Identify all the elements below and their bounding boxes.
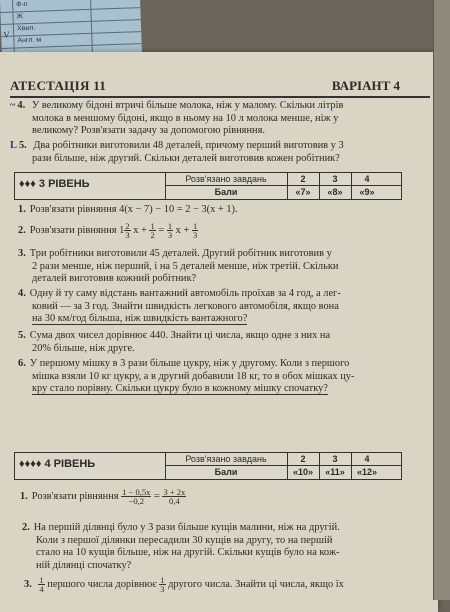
task-line: Три робітники виготовили 45 деталей. Другий робітник виготовив у xyxy=(29,248,332,259)
task-number: 1. xyxy=(20,490,28,502)
level-4-table xyxy=(14,452,402,480)
level3-task-3 xyxy=(18,248,388,286)
table-divider xyxy=(165,173,166,199)
numerator: 1 − 0,5x xyxy=(122,487,151,497)
task-line: Розв'язати рівняння 4(x − 7) − 10 = 2 − 3(x + 1). xyxy=(29,204,238,215)
level-3-table xyxy=(14,172,402,200)
task-line: Розв'язати рівняння xyxy=(31,490,119,502)
numerator: 1 xyxy=(192,221,198,231)
score-value: «11» xyxy=(325,467,345,477)
task-line: Розв'язати рівняння 1 xyxy=(29,224,125,236)
level-4-label: ♦♦♦♦ 4 РІВЕНЬ xyxy=(19,458,96,470)
task-number: 2. xyxy=(22,522,30,533)
page-header xyxy=(10,74,430,98)
denominator: 3 xyxy=(125,230,130,240)
task-line: рази більше, ніж другий. Скільки деталей виготовив кожен робітник? xyxy=(32,152,340,164)
sheet-row: Ф-п xyxy=(16,1,28,9)
level-3-label: ♦♦♦ 3 РІВЕНЬ xyxy=(19,178,90,190)
fraction xyxy=(124,222,130,239)
task-number: 5. xyxy=(18,330,26,341)
numerator: 3 + 2x xyxy=(163,487,186,497)
level3-task-2 xyxy=(18,222,378,239)
numerator: 1 xyxy=(167,221,173,231)
solved-count: 2 xyxy=(300,174,306,184)
denominator: 0,4 xyxy=(169,496,180,506)
level3-task-5 xyxy=(18,330,388,355)
task-line: Коли з першої ділянки пересадили 30 кущів на другу, то на першій xyxy=(36,534,333,546)
sheet-letter: V xyxy=(3,29,10,40)
equation-part: x + xyxy=(175,224,190,236)
solved-count: 2 xyxy=(300,454,306,464)
task-line: великому? Розв'язати задачу за допомогою рівняння. xyxy=(32,125,265,136)
task-line: 2 рази менше, ніж перший, і на 5 деталей менше, ніж третій. Скільки xyxy=(32,260,339,272)
denominator: −0,2 xyxy=(128,496,144,506)
page-title: АТЕСТАЦІЯ 11 xyxy=(10,78,107,93)
task-number: 1. xyxy=(18,204,26,215)
task-5 xyxy=(10,140,385,165)
fraction xyxy=(38,576,44,593)
solved-count: 4 xyxy=(364,454,370,464)
solved-count: 4 xyxy=(364,174,370,184)
task-number: 4. xyxy=(18,288,26,299)
task-line: Сума двох чисел дорівнює 440. Знайти ці числа, якщо одне з них на xyxy=(29,330,331,341)
pen-mark-icon: ~ xyxy=(10,100,16,111)
task-line: У першому мішку в 3 рази більше цукру, ніж у другому. Коли з першого xyxy=(29,358,350,369)
solved-header: Розв'язано завдань xyxy=(185,174,267,184)
level3-task-6 xyxy=(18,358,388,396)
level3-task-1 xyxy=(18,204,378,217)
task-number: 3. xyxy=(24,578,32,590)
table-divider xyxy=(165,465,401,466)
level4-task-3 xyxy=(24,576,394,593)
points-header: Бали xyxy=(214,187,238,197)
solved-count: 3 xyxy=(332,174,338,184)
equation-part: x + xyxy=(133,224,147,236)
sheet-row: Ж xyxy=(16,13,24,21)
sheet-row: Хвил. xyxy=(16,24,36,33)
task-line: Одну й ту саму відстань вантажний автомобіль проїхав за 4 год, а лег- xyxy=(29,288,341,299)
points-header: Бали xyxy=(214,467,238,477)
denominator: 2 xyxy=(150,230,155,240)
task-line: 20% більше, ніж друге. xyxy=(32,342,135,354)
level4-task-1 xyxy=(20,488,390,505)
denominator: 3 xyxy=(167,230,173,240)
fraction xyxy=(192,222,198,239)
level4-task-2 xyxy=(22,522,392,572)
fraction xyxy=(162,488,186,505)
task-line: деталей виготовив кожний робітник? xyxy=(32,273,197,284)
task-number: 2. xyxy=(18,224,26,236)
task-line: на 30 км/год більша, ніж швидкість вантажного? xyxy=(32,313,248,324)
task-line: Два робітники виготовили 48 деталей, причому перший виготовив у 3 xyxy=(33,140,344,151)
level3-task-4 xyxy=(18,288,388,326)
task-line: молока в меншому бідоні, якщо в ньому на 10 л молока менше, ніж у xyxy=(32,112,339,124)
numerator: 2 xyxy=(125,221,130,231)
task-number: 3. xyxy=(18,248,26,259)
task-line: ній ділянці спочатку? xyxy=(36,559,132,571)
equation-part: = xyxy=(153,490,160,502)
fraction xyxy=(149,222,155,239)
score-value: «7» xyxy=(295,187,311,197)
numerator: 1 xyxy=(160,575,165,585)
fraction xyxy=(167,222,173,239)
table-divider xyxy=(165,185,401,186)
task-number: 6. xyxy=(18,358,26,369)
fraction xyxy=(159,576,165,593)
denominator: 3 xyxy=(160,584,165,594)
score-value: «9» xyxy=(359,187,375,197)
task-line: ковий — за 3 год. Знайти швидкість легкового автомобіля, якщо вона xyxy=(32,300,339,312)
solved-header: Розв'язано завдань xyxy=(185,454,267,464)
task-line: мішка взяли 10 кг цукру, а в другий добавили 18 кг, то в обох мішках цу- xyxy=(32,370,355,382)
task-line: кру стало порівну. Скільки цукру було в кожному мішку спочатку? xyxy=(32,383,328,394)
equation-part: = xyxy=(158,224,165,236)
task-line: першого числа дорівнює xyxy=(47,578,157,590)
task-4 xyxy=(10,100,385,138)
denominator: 3 xyxy=(192,230,198,240)
numerator: 1 xyxy=(39,575,44,585)
fraction xyxy=(121,488,151,505)
score-value: «8» xyxy=(327,187,343,197)
task-line: У великому бідоні втричі більше молока, ніж у малому. Скільки літрів xyxy=(31,100,344,111)
solved-count: 3 xyxy=(332,454,338,464)
denominator: 4 xyxy=(39,584,44,594)
numerator: 1 xyxy=(150,221,155,231)
task-number: 5. xyxy=(18,140,27,151)
pen-mark-icon: L xyxy=(10,140,17,151)
sheet-row: Англ. м xyxy=(17,36,42,45)
task-line: другого числа. Знайти ці числа, якщо їх xyxy=(168,578,344,590)
task-line: стало на 10 кущів більше, ніж на другій. Скільки кущів було на кож- xyxy=(36,547,340,558)
table-divider xyxy=(165,453,166,479)
score-value: «12» xyxy=(356,467,378,477)
task-line: На першій ділянці було у 3 рази більше кущів малини, ніж на другій. xyxy=(33,522,340,533)
variant-label: ВАРІАНТ 4 xyxy=(331,78,400,93)
score-value: «10» xyxy=(292,467,314,477)
task-number: 4. xyxy=(17,100,26,111)
